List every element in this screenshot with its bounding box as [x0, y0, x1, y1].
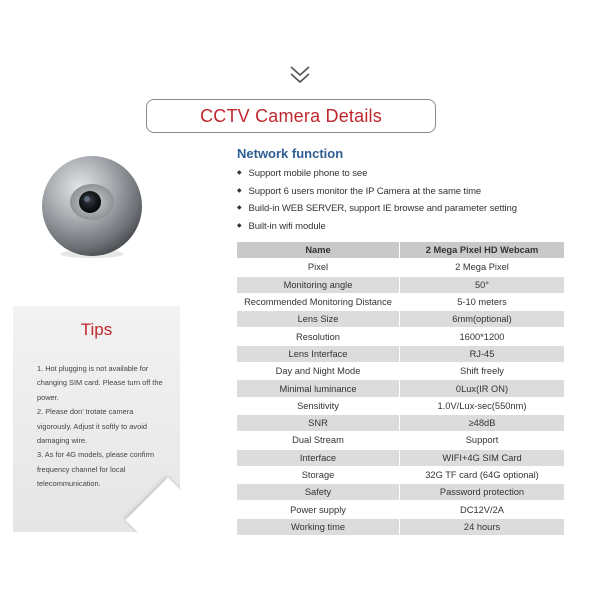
spec-key: Monitoring angle: [237, 277, 399, 294]
table-row: [237, 294, 564, 311]
page-title-box: [146, 99, 436, 133]
spec-value: 32G TF card (64G optional): [399, 467, 564, 484]
table-row: [237, 398, 564, 415]
spec-value: 6mm(optional): [399, 311, 564, 328]
spec-key: Lens Interface: [237, 346, 399, 363]
tips-title: Tips: [80, 320, 113, 339]
spec-key: Interface: [237, 450, 399, 467]
spec-key: Day and Night Mode: [237, 363, 399, 380]
tips-line: telecommunication.: [37, 479, 101, 489]
spec-value: 2 Mega Pixel: [399, 259, 564, 276]
network-feature-item: ◆ Build-in WEB SERVER, support IE browse and parameter setting: [237, 200, 517, 218]
spec-value: WIFI+4G SIM Card: [399, 450, 564, 467]
spec-key: Lens Size: [237, 311, 399, 328]
tips-line: damaging wire.: [37, 436, 88, 446]
table-row: [237, 277, 564, 294]
spec-table: [237, 242, 564, 536]
table-row: [237, 432, 564, 449]
spec-header-model: 2 Mega Pixel HD Webcam: [399, 242, 564, 259]
camera-product-image: [36, 150, 148, 262]
network-feature-item: ◆ Support 6 users monitor the IP Camera at the same time: [237, 183, 517, 201]
table-row: [237, 363, 564, 380]
double-chevron-down-icon: [288, 64, 312, 86]
spec-value: Password protection: [399, 484, 564, 501]
table-row: [237, 415, 564, 432]
table-row: [237, 311, 564, 328]
spec-key: Minimal luminance: [237, 380, 399, 397]
spec-value: 1600*1200: [399, 328, 564, 345]
table-row: [237, 519, 564, 536]
spec-value: 24 hours: [399, 519, 564, 536]
tips-line: vigorously. Adjust it softly to avoid: [37, 421, 147, 431]
tips-line: power.: [37, 392, 59, 402]
spec-value: Shift freely: [399, 363, 564, 380]
tips-line: 2. Please don' trotate camera: [37, 407, 134, 417]
spec-value: RJ-45: [399, 346, 564, 363]
spec-key: Working time: [237, 519, 399, 536]
network-feature-item: ◆ Support mobile phone to see: [237, 165, 517, 183]
tips-text: [37, 362, 179, 492]
table-row: [237, 484, 564, 501]
table-row: [237, 467, 564, 484]
spec-key: Resolution: [237, 328, 399, 345]
spec-key: Storage: [237, 467, 399, 484]
table-row: [237, 450, 564, 467]
spec-key: Safety: [237, 484, 399, 501]
spec-header-name: Name: [237, 242, 399, 259]
network-feature-list: [237, 165, 517, 235]
spec-value: 0Lux(IR ON): [399, 380, 564, 397]
tips-line: changing SIM card. Please turn off the: [37, 378, 163, 388]
spec-value: 50°: [399, 277, 564, 294]
table-row: [237, 346, 564, 363]
spec-key: Sensitivity: [237, 398, 399, 415]
spec-value: DC12V/2A: [399, 501, 564, 518]
spec-value: Support: [399, 432, 564, 449]
spec-key: Dual Stream: [237, 432, 399, 449]
spec-value: ≥48dB: [399, 415, 564, 432]
tips-line: 3. As for 4G models, please confirm: [37, 450, 155, 460]
table-row: [237, 259, 564, 276]
page-title: CCTV Camera Details: [200, 105, 382, 126]
network-feature-item: ◆ Built-in wifi module: [237, 218, 517, 236]
spec-key: Power supply: [237, 501, 399, 518]
network-function-heading: Network function: [237, 146, 344, 161]
table-row: [237, 380, 564, 397]
table-row: [237, 501, 564, 518]
tips-line: frequency channel for local: [37, 464, 126, 474]
table-row: [237, 328, 564, 345]
spec-table-header: [237, 242, 564, 259]
spec-key: SNR: [237, 415, 399, 432]
spec-key: Recommended Monitoring Distance: [237, 294, 399, 311]
spec-key: Pixel: [237, 259, 399, 276]
spec-value: 5-10 meters: [399, 294, 564, 311]
spec-value: 1.0V/Lux-sec(550nm): [399, 398, 564, 415]
tips-line: 1. Hot plugging is not available for: [37, 364, 149, 373]
tips-card: [13, 306, 180, 532]
